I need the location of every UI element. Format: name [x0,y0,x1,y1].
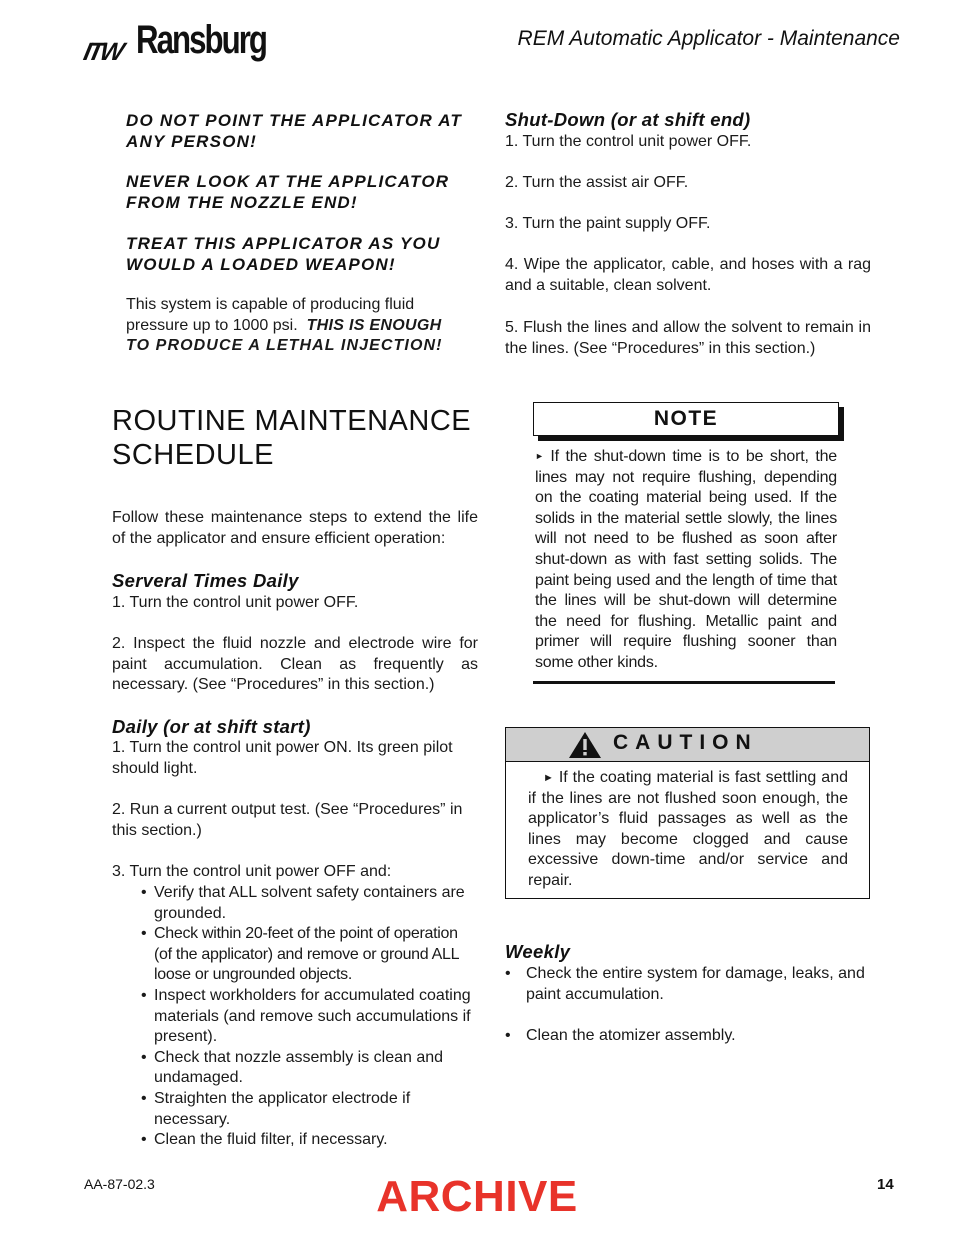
warning-line: FROM THE NOZZLE END! [126,193,358,212]
list-item-text: Check within 20-feet of the point of operation (of the applicator) and remove or ground ALL loose or ungrounded objects. [154,925,459,984]
warning-never-look [126,171,486,213]
pressure-emphasis: TO PRODUCE A LETHAL INJECTION! [126,337,443,355]
pressure-emphasis: THIS IS ENOUGH [306,316,442,334]
list-item-text: Clean the atomizer assembly. [526,1027,736,1045]
subheading-several-daily: Serveral Times Daily [112,570,299,591]
list-item-text: Check that nozzle assembly is clean and undamaged. [154,1048,444,1087]
bullet: • [141,1131,147,1149]
section-heading-line: SCHEDULE [112,439,274,471]
document-number: AA-87-02.3 [84,1176,155,1192]
note-text [535,446,837,674]
list-item [112,1089,478,1130]
daily-step-3: 3. Turn the control unit power OFF and: [112,863,392,880]
routine-intro: Follow these maintenance steps to extend the life of the applicator and ensure efficient operation: [112,509,478,547]
note-bottom-rule [533,681,835,684]
page-number: 14 [877,1176,894,1193]
bullet: • [141,1048,147,1066]
warning-line: DO NOT POINT THE APPLICATOR AT [126,111,463,130]
bullet: • [141,884,147,901]
list-item [112,924,478,986]
list-item-text: Clean the fluid filter, if necessary. [154,1131,388,1149]
archive-stamp: ARCHIVE [376,1172,578,1221]
pressure-text: pressure up to 1000 psi. [126,316,298,334]
daily-step-2: 2. Run a current output test. (See “Procedures” in this section.) [112,801,463,839]
list-item-text: Straighten the applicator electrode if necessary. [154,1089,411,1128]
logo-prefix: ITW [81,38,124,66]
shutdown-step-1: 1. Turn the control unit power OFF. [505,133,752,150]
warning-line: WOULD A LOADED WEAPON! [126,255,396,274]
shutdown-step-4: 4. Wipe the applicator, cable, and hoses with a rag and a suitable, clean solvent. [505,256,871,294]
caution-box [505,727,870,899]
several-daily-step-2: 2. Inspect the fluid nozzle and electrode wire for paint accumulation. Clean as frequently as necessary. (See “Procedures” in this section.) [112,635,478,694]
shutdown-step-3: 3. Turn the paint supply OFF. [505,215,711,232]
list-item-text: Verify that ALL solvent safety containers are grounded. [154,884,465,922]
list-item [112,1048,478,1089]
several-daily-step-1: 1. Turn the control unit power OFF. [112,594,359,611]
list-item-text: Inspect workholders for accumulated coating materials (and remove such accumulations if present). [154,986,471,1046]
note-body: If the shut-down time is to be short, the lines may not require flushing, depending on the coating material being used. If the solids in the material settle slowly, the lines will not need to be flushed as soon after shut-down as with fast setting solids. The paint being used and the length of time that the lines will be shut-down will determine the need for flushing. Metallic paint and primer will require flushing sooner than some other kinds. [535,448,837,671]
logo-brand: Ransburg [136,18,267,62]
list-item [112,986,478,1048]
weekly-checklist [505,964,871,1047]
caution-body: If the coating material is fast settling and if the lines are not flushed soon enough, the applicator’s fluid passages as well as the lines may become clogged and cause excessive down-time and/or service and repair. [528,769,849,889]
warning-line: ANY PERSON! [126,132,257,151]
bullet: • [505,965,511,982]
warning-line: TREAT THIS APPLICATOR AS YOU [126,234,441,253]
shutdown-step-2: 2. Turn the assist air OFF. [505,174,689,191]
warning-line: NEVER LOOK AT THE APPLICATOR [126,172,450,191]
subheading-shutdown: Shut-Down (or at shift end) [505,109,751,130]
caution-text [528,768,848,892]
shutdown-step-5: 5. Flush the lines and allow the solvent to remain in the lines. (See “Procedures” in this section.) [505,319,871,357]
pressure-line [126,316,488,337]
bullet: • [141,925,147,943]
list-item [505,964,871,1005]
daily-step-1: 1. Turn the control unit power ON. Its green pilot should light. [112,739,453,777]
bullet: • [141,986,147,1004]
daily-checklist [112,883,478,1151]
page-header-title: REM Automatic Applicator - Maintenance [517,27,900,50]
subheading-daily: Daily (or at shift start) [112,716,311,737]
pressure-warning [126,295,488,357]
section-heading [112,404,492,472]
pressure-line: This system is capable of producing fluid [126,296,415,313]
warning-do-not-point [126,110,486,152]
caution-label: CAUTION [613,731,758,754]
arrow-right-icon: ► [535,451,544,461]
warning-triangle-icon [568,731,602,759]
bullet: • [141,1089,147,1107]
caution-header [506,728,869,762]
list-item [505,1026,871,1047]
list-item [112,883,478,924]
list-item-text: Check the entire system for damage, leaks, and paint accumulation. [526,965,865,1003]
arrow-right-icon: ► [542,772,554,784]
bullet: • [505,1027,511,1045]
warning-loaded-weapon [126,233,486,275]
list-item [112,1130,478,1151]
subheading-weekly: Weekly [505,941,571,962]
section-heading-line: ROUTINE MAINTENANCE [112,405,472,437]
note-label: NOTE [653,407,719,430]
note-header [533,402,839,436]
